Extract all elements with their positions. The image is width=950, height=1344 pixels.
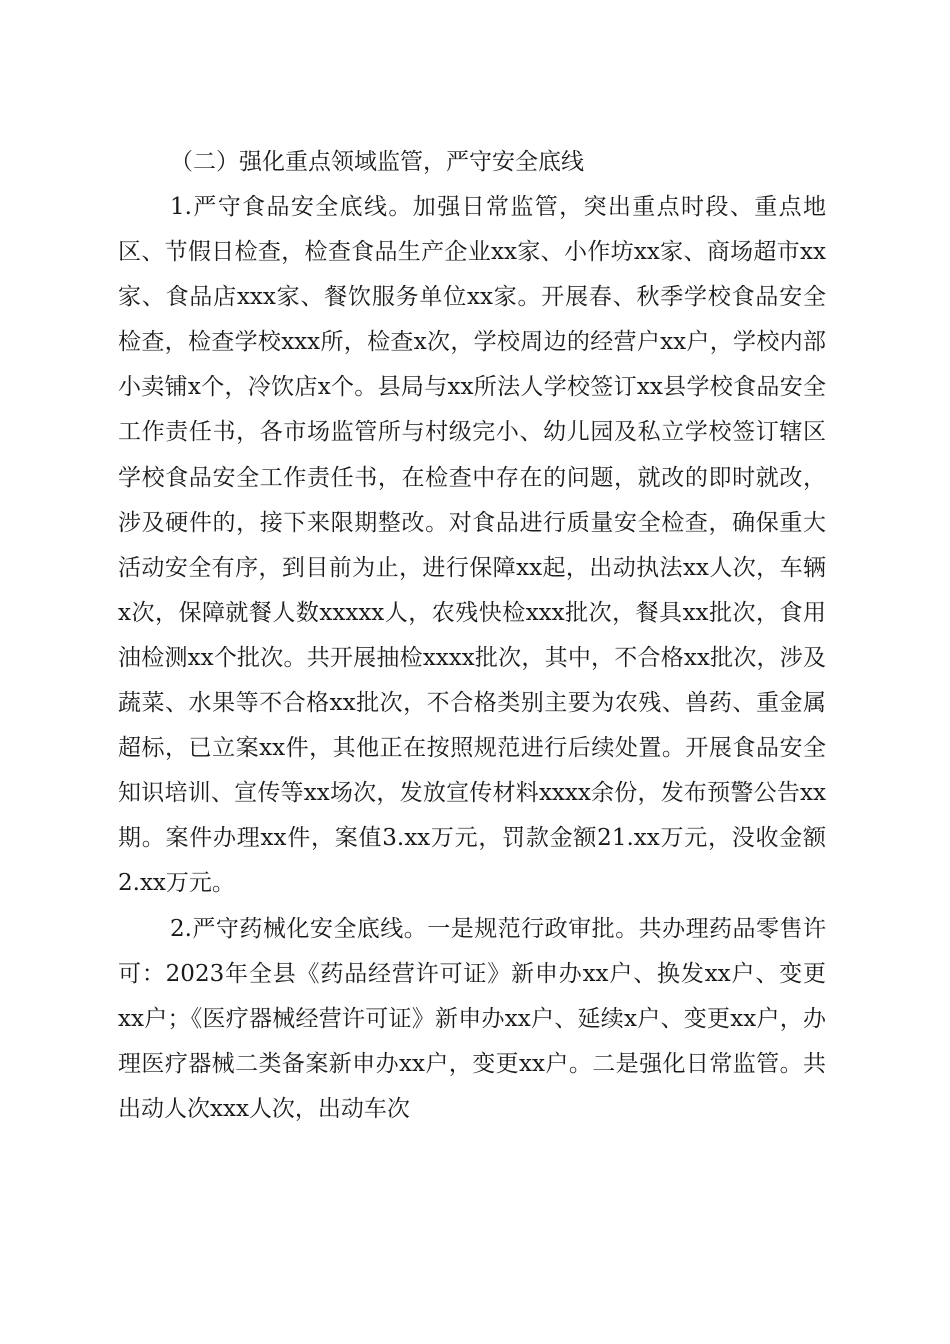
paragraph-drug-device-safety: 2.严守药械化安全底线。一是规范行政审批。共办理药品零售许可：2023年全县《药品经营许可证》新申办xx户、换发xx户、变更xx户；《医疗器械经营许可证》新申办xx户、延续x户、变更xx户，办理医疗器械二类备案新申办xx户，变更xx户。二是强化日常监管。共出动人次xxx人次，出动车次 <box>118 915 826 1122</box>
section-heading: （二）强化重点领域监管，严守安全底线 <box>170 149 584 175</box>
document-body <box>118 140 826 1132</box>
paragraph-food-safety: 1.严守食品安全底线。加强日常监管，突出重点时段、重点地区、节假日检查，检查食品生产企业xx家、小作坊xx家、商场超市xx家、食品店xxx家、餐饮服务单位xx家。开展春、秋季学校食品安全检查，检查学校xxx所，检查x次，学校周边的经营户xx户，学校内部小卖铺x个，冷饮店x个。县局与xx所法人学校签订xx县学校食品安全工作责任书，各市场监管所与村级完小、幼儿园及私立学校签订辖区学校食品安全工作责任书，在检查中存在的问题，就改的即时就改，涉及硬件的，接下来限期整改。对食品进行质量安全检查，确保重大活动安全有序，到目前为止，进行保障xx起，出动执法xx人次，车辆x次，保障就餐人数xxxxx人，农残快检xxx批次，餐具xx批次，食用油检测xx个批次。共开展抽检xxxx批次，其中，不合格xx批次，涉及蔬菜、水果等不合格xx批次，不合格类别主要为农残、兽药、重金属超标，已立案xx件，其他正在按照规范进行后续处置。开展食品安全知识培训、宣传等xx场次，发放宣传材料xxxx余份，发布预警公告xx期。案件办理xx件，案值3.xx万元，罚款金额21.xx万元，没收金额2.xx万元。 <box>118 194 826 897</box>
